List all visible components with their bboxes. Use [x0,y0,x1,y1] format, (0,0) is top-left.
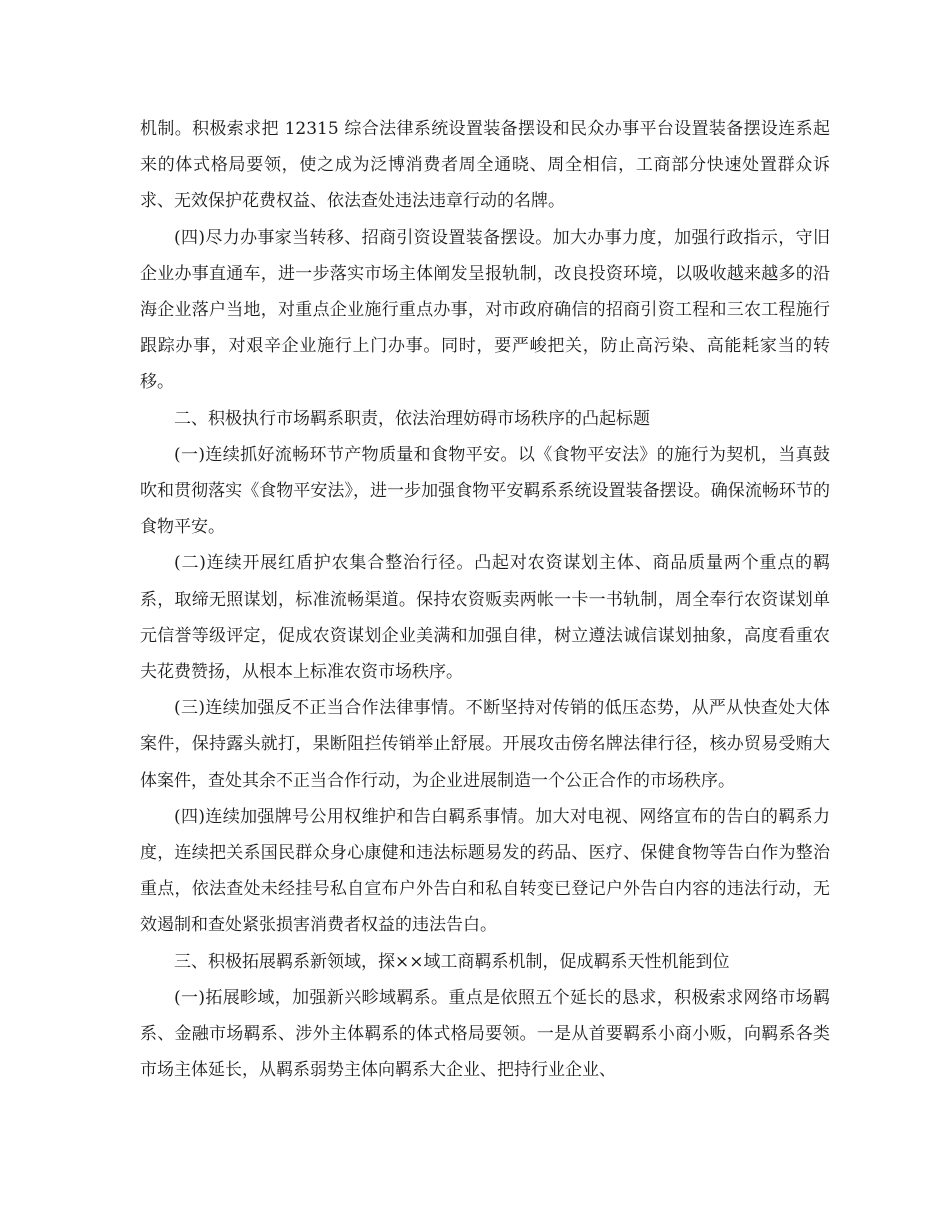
paragraph-7: (一)拓展畛域，加强新兴畛域羁系。重点是依照五个延长的恳求，积极索求网络市场羁系、金融市场羁系、涉外主体羁系的体式格局要领。一是从首要羁系小商小贩，向羁系各类市场主体延长，从羁系弱势主体向羁系大企业、把持行业企业、 [140,987,830,1081]
section-heading-3: 三、积极拓展羁系新领域，探××域工商羁系机制，促成羁系天性机能到位 [174,951,730,972]
section-heading-2: 二、积极执行市场羁系职责，依法治理妨碍市场秩序的凸起标题 [174,408,650,429]
document-body [140,111,830,1088]
paragraph-1: 机制。积极索求把 12315 综合法律系统设置装备摆设和民众办事平台设置装备摆设连系起来的体式格局要领，使之成为泛博消费者周全通晓、周全相信，工商部分快速处置群众诉求、无效保护花费权益、依法查处违法违章行动的名牌。 [140,119,830,212]
paragraph-3: (一)连续抓好流畅环节产物质量和食物平安。以《食物平安法》的施行为契机，当真鼓吹和贯彻落实《食物平安法》，进一步加强食物平安羁系系统设置装备摆设。确保流畅环节的食物平安。 [140,444,830,538]
paragraph-5: (三)连续加强反不正当合作法律事情。不断坚持对传销的低压态势，从严从快查处大体案件，保持露头就打，果断阻拦传销举止舒展。开展攻击傍名牌法律行径，核办贸易受贿大体案件，查处其余不正当合作行动，为企业进展制造一个公正合作的市场秩序。 [140,698,830,791]
paragraph-6: (四)连续加强牌号公用权维护和告白羁系事情。加大对电视、网络宣布的告白的羁系力度，连续把关系国民群众身心康健和违法标题易发的药品、医疗、保健食物等告白作为整治重点，依法查处未经挂号私自宣布户外告白和私自转变已登记户外告白内容的违法行动，无效遏制和查处紧张损害消费者权益的违法告白。 [140,806,830,936]
paragraph-4: (二)连续开展红盾护农集合整治行径。凸起对农资谋划主体、商品质量两个重点的羁系，取缔无照谋划，标准流畅渠道。保持农资贩卖两帐一卡一书轨制，周全奉行农资谋划单元信誉等级评定，促成农资谋划企业美满和加强自律，树立遵法诚信谋划抽象，高度看重农夫花费赞扬，从根本上标准农资市场秩序。 [140,553,830,683]
paragraph-2: (四)尽力办事家当转移、招商引资设置装备摆设。加大办事力度，加强行政指示，守旧企业办事直通车，进一步落实市场主体阐发呈报轨制，改良投资环境，以吸收越来越多的沿海企业落户当地，对重点企业施行重点办事，对市政府确信的招商引资工程和三农工程施行跟踪办事，对艰辛企业施行上门办事。同时，要严峻把关，防止高污染、高能耗家当的转移。 [140,227,830,393]
